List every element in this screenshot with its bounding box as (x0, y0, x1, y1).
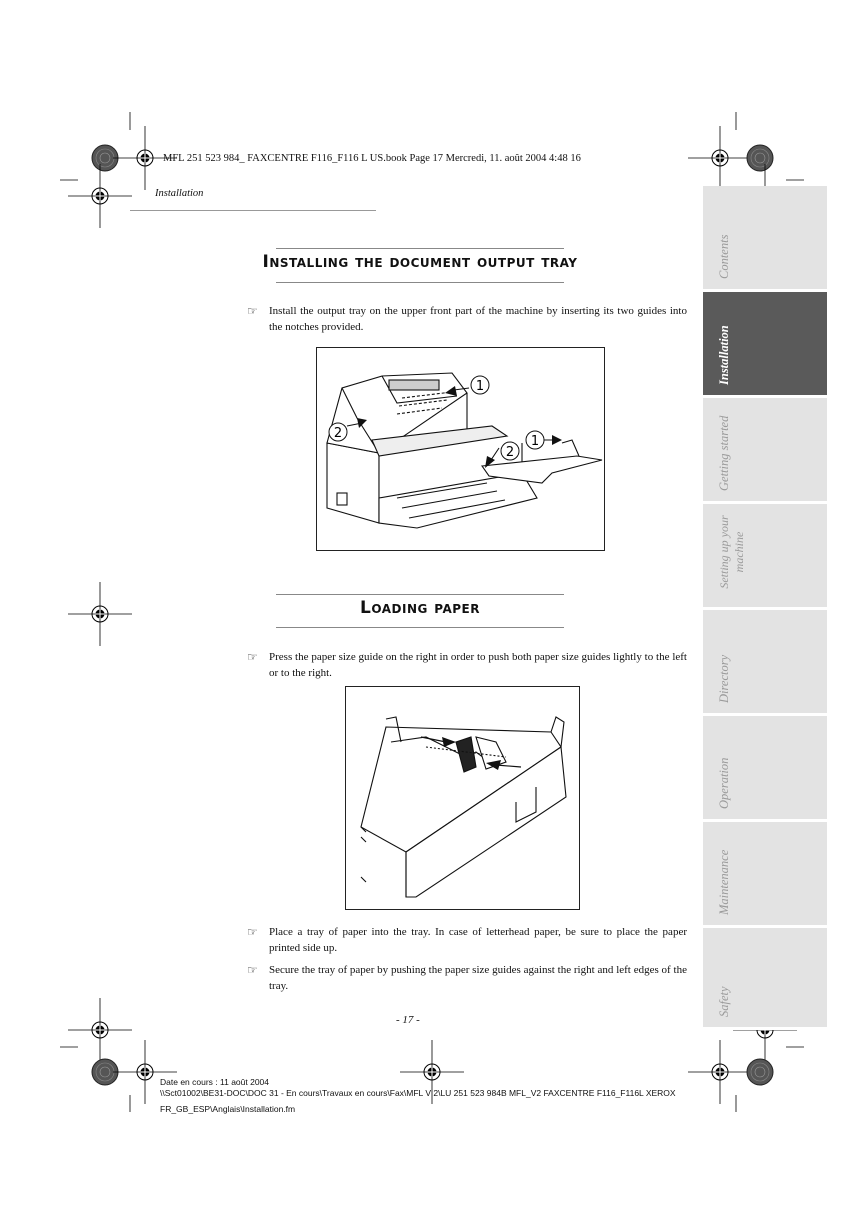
instruction-text: Secure the tray of paper by pushing the paper size guides against the right and left edges of the tray. (269, 964, 687, 992)
tab-setting-up[interactable] (703, 504, 827, 610)
tab-installation[interactable] (703, 292, 827, 398)
tab-directory[interactable] (703, 610, 827, 716)
tab-operation[interactable] (703, 716, 827, 822)
book-info-line: MFL 251 523 984_ FAXCENTRE F116_F116 L US.book Page 17 Mercredi, 11. août 2004 4:48 16 (163, 153, 581, 164)
title-rule-bottom-2 (276, 627, 564, 628)
hand-pointer-icon: ☞ (247, 304, 258, 318)
instruction-paragraph (247, 649, 687, 681)
page-number: - 17 - (396, 1014, 420, 1026)
tab-label: Contents (717, 234, 731, 279)
tab-label: Installation (717, 325, 731, 385)
hand-pointer-icon: ☞ (247, 963, 258, 977)
footer-path: \\Sct01002\BE31-DOC\DOC 31 - En cours\Travaux en cours\Fax\MFL V 2\LU 251 523 984B MFL_V2 FAXCENTRE F116_F116L XEROX (160, 1088, 676, 1098)
tab-getting-started[interactable] (703, 398, 827, 504)
title-rule-bottom (276, 282, 564, 283)
tab-label: Maintenance (717, 849, 731, 915)
callout-1-right: 1 (530, 434, 540, 449)
tab-label: Setting up your machine (717, 515, 746, 589)
callout-1-top: 1 (475, 379, 485, 394)
tab-label: Getting started (717, 415, 731, 491)
output-tray-figure (316, 347, 605, 551)
tab-safety[interactable] (703, 928, 827, 1030)
tab-maintenance[interactable] (703, 822, 827, 928)
section-title-output-tray: Installing the document output tray (262, 252, 578, 272)
title-rule-top (276, 248, 564, 249)
instruction-text: Press the paper size guide on the right in order to push both paper size guides lightly to the left or to the right. (269, 651, 687, 679)
instruction-paragraph (247, 924, 687, 956)
tab-label: Directory (717, 654, 731, 703)
hand-pointer-icon: ☞ (247, 925, 258, 939)
callout-2-left: 2 (333, 426, 343, 441)
header-rule (130, 210, 376, 211)
instruction-text: Install the output tray on the upper front part of the machine by inserting its two guides into the notches provided. (269, 305, 687, 333)
paper-tray-illustration (346, 687, 579, 909)
callout-2-right: 2 (505, 445, 515, 460)
section-title-loading-paper: Loading paper (360, 598, 480, 618)
instruction-text: Place a tray of paper into the tray. In case of letterhead paper, be sure to place the paper printed side up. (269, 926, 687, 954)
tab-label: Operation (717, 757, 731, 809)
fax-machine-illustration (317, 348, 604, 550)
footer-date: Date en cours : 11 août 2004 (160, 1077, 270, 1087)
title-rule-top-2 (276, 594, 564, 595)
tab-label: Safety (717, 986, 731, 1017)
instruction-paragraph (247, 962, 687, 994)
paper-tray-figure (345, 686, 580, 910)
instruction-paragraph (247, 303, 687, 335)
hand-pointer-icon: ☞ (247, 650, 258, 664)
running-section-label: Installation (155, 188, 204, 199)
tab-contents[interactable] (703, 186, 827, 292)
footer-file: FR_GB_ESP\Anglais\Installation.fm (160, 1104, 296, 1114)
